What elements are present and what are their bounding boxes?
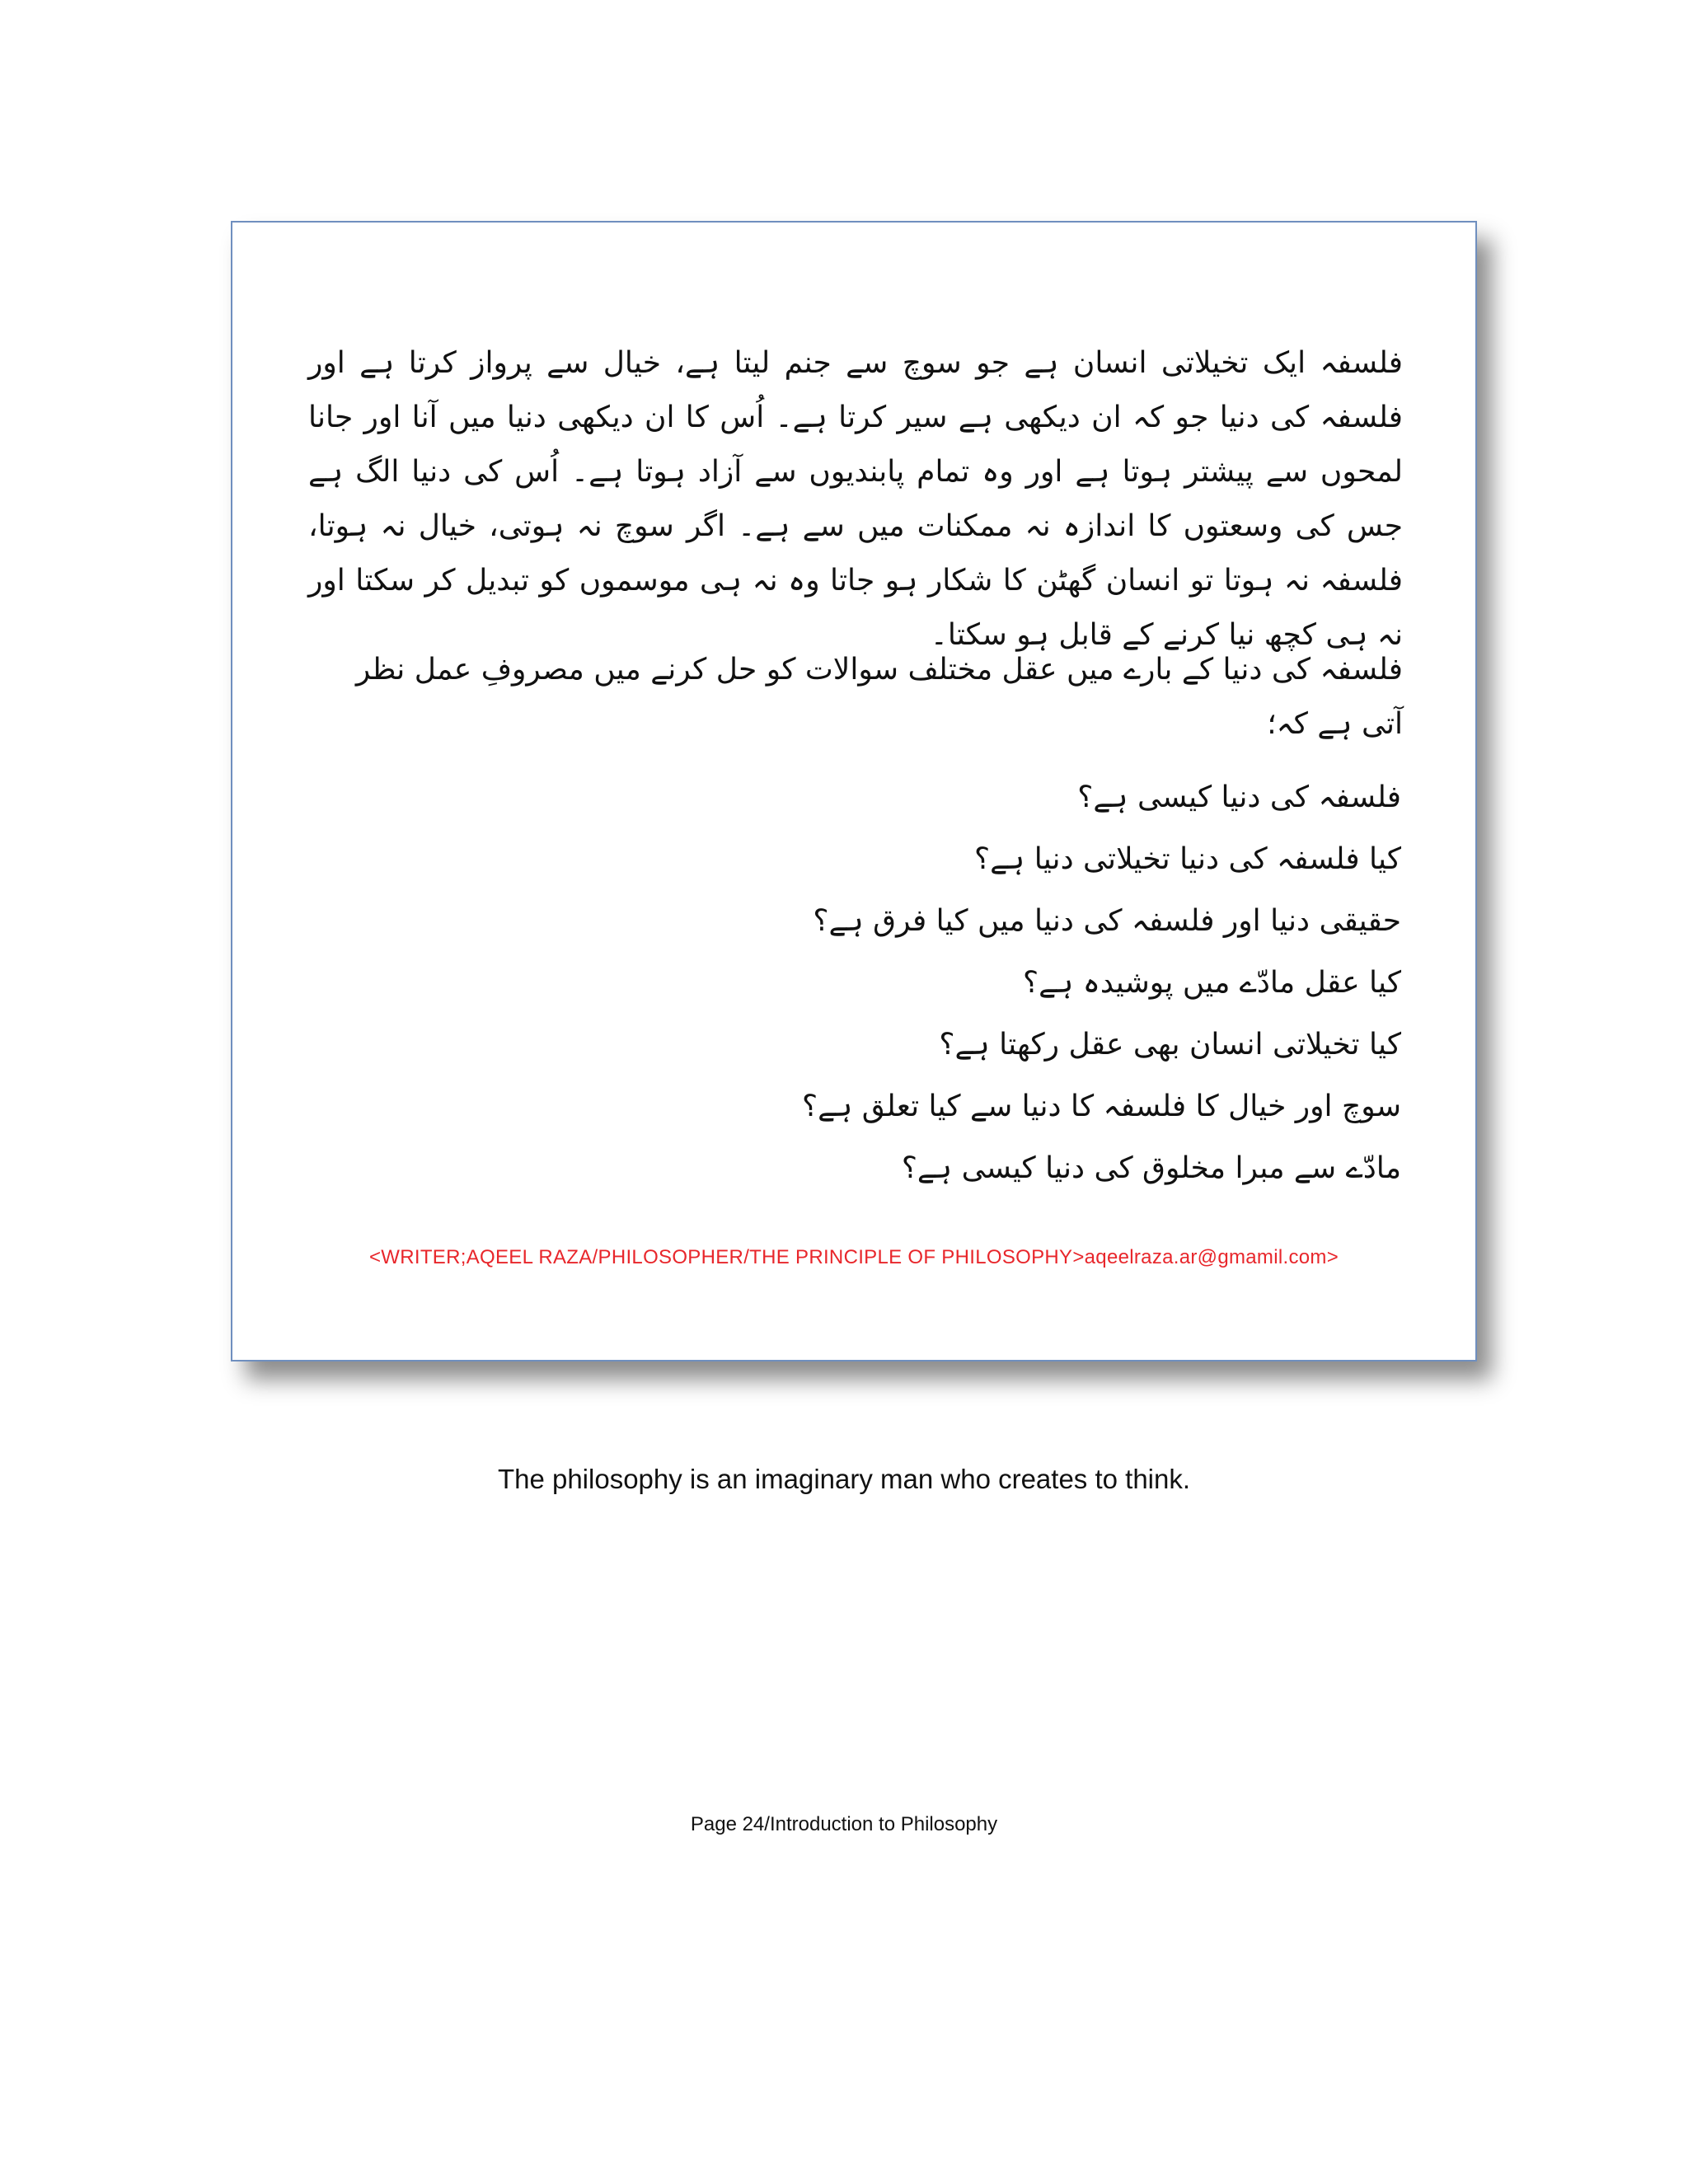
question-list	[659, 766, 1401, 1199]
question-item: کیا عقل مادّے میں پوشیدہ ہے؟	[1023, 966, 1401, 1000]
urdu-paragraph-2: فلسفہ کی دنیا کے بارے میں عقل مختلف سوالات کو حل کرنے میں مصروفِ عمل نظر آتی ہے کہ؛	[355, 653, 1403, 741]
question-item: کیا تخیلاتی انسان بھی عقل رکھتا ہے؟	[939, 1028, 1401, 1062]
figure-caption: The philosophy is an imaginary man who creates to think.	[497, 1464, 1191, 1494]
page-footer: Page 24/Introduction to Philosophy	[690, 1813, 998, 1835]
writer-credit: <WRITER;AQEEL RAZA/PHILOSOPHER/THE PRINCIPLE OF PHILOSOPHY>aqeelraza.ar@gmamil.com>	[368, 1246, 1339, 1268]
urdu-paragraph-1: فلسفہ ایک تخیلاتی انسان ہے جو سوچ سے جنم لیتا ہے، خیال سے پرواز کرتا ہے اور فلسفہ کی دنیا جو کہ ان دیکھی ہے سیر کرتا ہے۔ اُس کا ان دیکھی دنیا میں آنا اور جانا لمحوں سے پیشتر ہوتا ہے اور وہ تمام پابندیوں سے آزاد ہوتا ہے۔ اُس کی دنیا الگ ہے جس کی وسعتوں کا اندازہ نہ ممکنات میں سے ہے۔ اگر سوچ نہ ہوتی، خیال نہ ہوتا، فلسفہ نہ ہوتا تو انسان گھٹن کا شکار ہو جاتا وہ نہ ہی موسموں کو تبدیل کر سکتا اور نہ ہی کچھ نیا کرنے کے قابل ہو سکتا۔	[308, 346, 1403, 652]
question-item: سوچ اور خیال کا فلسفہ کا دنیا سے کیا تعلق ہے؟	[802, 1090, 1401, 1123]
urdu-text-figure	[231, 221, 1477, 1361]
question-item: حقیقی دنیا اور فلسفہ کی دنیا میں کیا فرق ہے؟	[813, 904, 1401, 938]
question-item: کیا فلسفہ کی دنیا تخیلاتی دنیا ہے؟	[973, 842, 1401, 876]
question-item: مادّے سے مبرا مخلوق کی دنیا کیسی ہے؟	[901, 1151, 1401, 1185]
question-item: فلسفہ کی دنیا کیسی ہے؟	[1077, 780, 1401, 814]
